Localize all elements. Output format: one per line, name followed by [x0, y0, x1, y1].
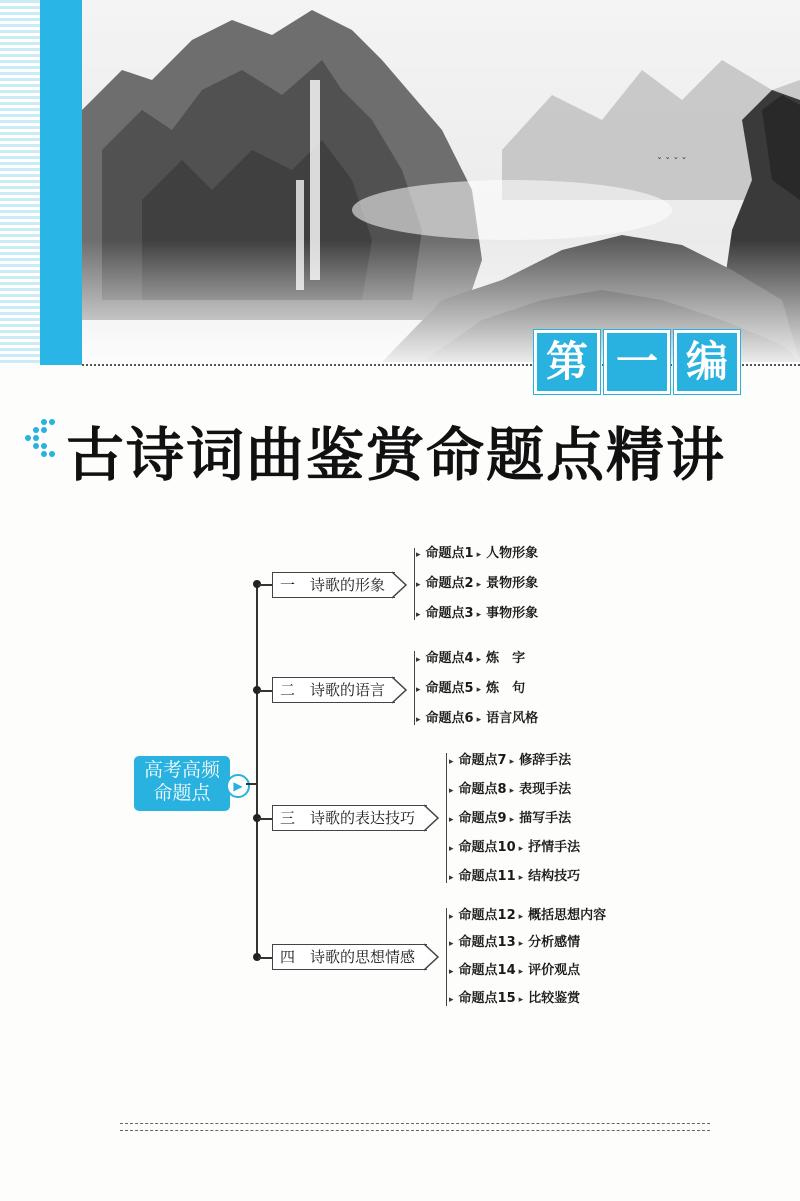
- list-item: ▸ 命题点14 ▸ 评价观点: [449, 963, 581, 978]
- list-item: ▸ 命题点1 ▸ 人物形象: [416, 546, 539, 561]
- part-char: 编: [674, 330, 740, 394]
- list-item: ▸ 命题点3 ▸ 事物形象: [416, 606, 539, 621]
- category-node: [272, 572, 410, 598]
- category-label: 诗歌的形象: [310, 576, 386, 594]
- part-tag: [534, 330, 740, 394]
- item-point: 命题点3: [425, 606, 474, 621]
- item-topic: 分析感情: [528, 935, 581, 950]
- category-number: 四: [280, 948, 296, 966]
- category-node: [272, 805, 442, 831]
- tree-trunk: [256, 584, 258, 957]
- item-point: 命题点12: [458, 908, 516, 923]
- category-label: 诗歌的语言: [310, 681, 386, 699]
- page-title: 古诗词曲鉴赏命题点精讲: [66, 421, 727, 489]
- list-item: ▸ 命题点6 ▸ 语言风格: [416, 711, 539, 726]
- chevron-right-icon: ▶: [226, 774, 250, 798]
- list-item: ▸ 命题点12 ▸ 概括思想内容: [449, 908, 607, 923]
- category-number: 二: [280, 681, 296, 699]
- part-char: 一: [604, 330, 670, 394]
- item-point: 命题点9: [458, 811, 507, 826]
- category-label: 诗歌的思想情感: [310, 948, 416, 966]
- item-point: 命题点14: [458, 963, 516, 978]
- item-topic: 语言风格: [486, 711, 539, 726]
- list-item: ▸ 命题点13 ▸ 分析感情: [449, 935, 581, 950]
- category-label: 诗歌的表达技巧: [310, 809, 416, 827]
- connector: [258, 957, 272, 959]
- root-line-1: 高考高频: [143, 759, 220, 781]
- item-topic: 抒情手法: [528, 840, 581, 855]
- item-point: 命题点8: [458, 782, 507, 797]
- list-item: ▸ 命题点15 ▸ 比较鉴赏: [449, 991, 581, 1006]
- item-topic: 概括思想内容: [528, 908, 607, 923]
- item-point: 命题点10: [458, 840, 516, 855]
- item-topic: 人物形象: [486, 546, 539, 561]
- list-item: ▸ 命题点4 ▸ 炼 字: [416, 651, 526, 666]
- item-point: 命题点5: [425, 681, 474, 696]
- title-dots-icon: [20, 418, 62, 464]
- list-item: ▸ 命题点8 ▸ 表现手法: [449, 782, 572, 797]
- root-node: [134, 756, 230, 811]
- item-topic: 炼 句: [486, 681, 526, 696]
- landscape-painting: [82, 0, 800, 362]
- item-point: 命题点13: [458, 935, 516, 950]
- category-number: 三: [280, 809, 296, 827]
- list-item: ▸ 命题点11 ▸ 结构技巧: [449, 869, 581, 884]
- bottom-divider: [120, 1123, 710, 1131]
- category-node: [272, 677, 410, 703]
- root-line-2: 命题点: [153, 782, 211, 804]
- decorative-stripe-bar: [40, 0, 82, 365]
- item-point: 命题点7: [458, 753, 507, 768]
- list-item: ▸ 命题点9 ▸ 描写手法: [449, 811, 572, 826]
- item-topic: 修辞手法: [519, 753, 572, 768]
- svg-text:ˇ ˇ ˇ ˇ: ˇ ˇ ˇ ˇ: [657, 157, 687, 168]
- list-item: ▸ 命题点5 ▸ 炼 句: [416, 681, 526, 696]
- item-point: 命题点2: [425, 576, 474, 591]
- part-char: 第: [534, 330, 600, 394]
- item-topic: 事物形象: [486, 606, 539, 621]
- connector: [258, 690, 272, 692]
- list-item: ▸ 命题点2 ▸ 景物形象: [416, 576, 539, 591]
- category-node: [272, 944, 442, 970]
- item-point: 命题点4: [425, 651, 474, 666]
- item-topic: 评价观点: [528, 963, 581, 978]
- item-point: 命题点6: [425, 711, 474, 726]
- item-topic: 结构技巧: [528, 869, 581, 884]
- category-number: 一: [280, 576, 296, 594]
- connector: [258, 584, 272, 586]
- item-point: 命题点11: [458, 869, 516, 884]
- connector: [246, 783, 256, 785]
- item-topic: 描写手法: [519, 811, 572, 826]
- list-item: ▸ 命题点10 ▸ 抒情手法: [449, 840, 581, 855]
- item-topic: 炼 字: [486, 651, 526, 666]
- item-point: 命题点15: [458, 991, 516, 1006]
- item-topic: 景物形象: [486, 576, 539, 591]
- item-topic: 比较鉴赏: [528, 991, 581, 1006]
- item-point: 命题点1: [425, 546, 474, 561]
- list-item: ▸ 命题点7 ▸ 修辞手法: [449, 753, 572, 768]
- connector: [258, 818, 272, 820]
- item-topic: 表现手法: [519, 782, 572, 797]
